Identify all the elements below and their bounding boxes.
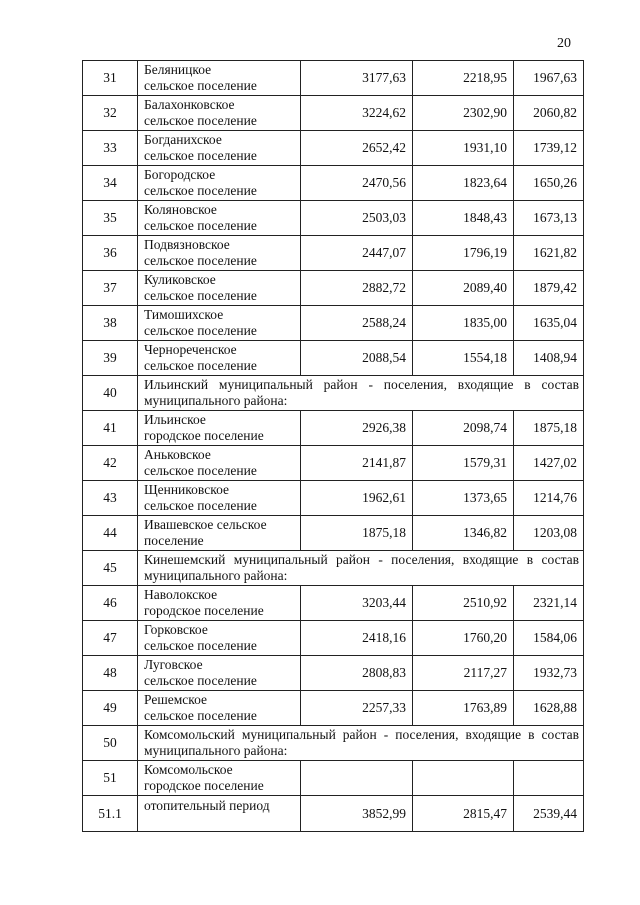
value-col-3: 1650,26 <box>514 166 584 201</box>
row-number: 34 <box>83 166 138 201</box>
settlement-name: Богородское сельское поселение <box>138 166 301 201</box>
row-number: 43 <box>83 481 138 516</box>
value-col-2: 1346,82 <box>413 516 514 551</box>
row-number: 38 <box>83 306 138 341</box>
value-col-2: 1763,89 <box>413 691 514 726</box>
value-col-1: 3177,63 <box>301 61 413 96</box>
value-col-1: 2257,33 <box>301 691 413 726</box>
settlement-name: Коляновское сельское поселение <box>138 201 301 236</box>
value-col-2: 1931,10 <box>413 131 514 166</box>
section-row <box>83 726 584 761</box>
settlement-name: Аньковское сельское поселение <box>138 446 301 481</box>
value-col-2: 1554,18 <box>413 341 514 376</box>
value-col-2: 2089,40 <box>413 271 514 306</box>
row-number: 32 <box>83 96 138 131</box>
settlement-name: Щенниковское сельское поселение <box>138 481 301 516</box>
settlement-name: Подвязновское сельское поселение <box>138 236 301 271</box>
value-col-3: 1408,94 <box>514 341 584 376</box>
value-col-1: 2808,83 <box>301 656 413 691</box>
row-number: 47 <box>83 621 138 656</box>
table-row <box>83 201 584 236</box>
value-col-1: 3224,62 <box>301 96 413 131</box>
value-col-1: 2588,24 <box>301 306 413 341</box>
table-row <box>83 341 584 376</box>
table-row <box>83 796 584 832</box>
value-col-3: 2060,82 <box>514 96 584 131</box>
value-col-2: 2815,47 <box>413 796 514 832</box>
value-col-2 <box>413 761 514 796</box>
table-row <box>83 761 584 796</box>
row-number: 41 <box>83 411 138 446</box>
table-row <box>83 516 584 551</box>
value-col-1: 2652,42 <box>301 131 413 166</box>
value-col-2: 2098,74 <box>413 411 514 446</box>
settlement-name: Балахонковское сельское поселение <box>138 96 301 131</box>
table-row <box>83 621 584 656</box>
value-col-2: 1848,43 <box>413 201 514 236</box>
section-title: Ильинский муниципальный район - поселения, входящие в состав муниципального района: <box>138 376 584 411</box>
row-number: 33 <box>83 131 138 166</box>
table-row <box>83 586 584 621</box>
settlement-name: Решемское сельское поселение <box>138 691 301 726</box>
value-col-3: 1875,18 <box>514 411 584 446</box>
settlement-name: Комсомольское городское поселение <box>138 761 301 796</box>
value-col-1: 2503,03 <box>301 201 413 236</box>
table-row <box>83 411 584 446</box>
table-row <box>83 656 584 691</box>
settlement-name: Беляницкое сельское поселение <box>138 61 301 96</box>
value-col-3: 1932,73 <box>514 656 584 691</box>
value-col-2: 1579,31 <box>413 446 514 481</box>
row-number: 40 <box>83 376 138 411</box>
settlement-name: Горковское сельское поселение <box>138 621 301 656</box>
row-number: 46 <box>83 586 138 621</box>
value-col-2: 1823,64 <box>413 166 514 201</box>
row-number: 44 <box>83 516 138 551</box>
section-title: Кинешемский муниципальный район - поселения, входящие в состав муниципального района: <box>138 551 584 586</box>
table-row <box>83 236 584 271</box>
value-col-1: 2926,38 <box>301 411 413 446</box>
table-row <box>83 446 584 481</box>
value-col-3: 1584,06 <box>514 621 584 656</box>
row-number: 49 <box>83 691 138 726</box>
section-title: Комсомольский муниципальный район - поселения, входящие в состав муниципального района: <box>138 726 584 761</box>
value-col-3: 1967,63 <box>514 61 584 96</box>
value-col-2: 2302,90 <box>413 96 514 131</box>
value-col-1 <box>301 761 413 796</box>
page-number: 20 <box>557 36 571 51</box>
row-number: 45 <box>83 551 138 586</box>
value-col-2: 2510,92 <box>413 586 514 621</box>
table-row <box>83 481 584 516</box>
value-col-3: 1203,08 <box>514 516 584 551</box>
settlement-name: Луговское сельское поселение <box>138 656 301 691</box>
value-col-2: 1835,00 <box>413 306 514 341</box>
value-col-1: 1962,61 <box>301 481 413 516</box>
value-col-3: 1628,88 <box>514 691 584 726</box>
row-number: 37 <box>83 271 138 306</box>
value-col-1: 2088,54 <box>301 341 413 376</box>
row-number: 48 <box>83 656 138 691</box>
value-col-1: 1875,18 <box>301 516 413 551</box>
value-col-1: 3852,99 <box>301 796 413 832</box>
table-row <box>83 96 584 131</box>
value-col-1: 2882,72 <box>301 271 413 306</box>
value-col-1: 2447,07 <box>301 236 413 271</box>
value-col-3: 1673,13 <box>514 201 584 236</box>
section-row <box>83 376 584 411</box>
value-col-3: 1879,42 <box>514 271 584 306</box>
row-number: 42 <box>83 446 138 481</box>
section-row <box>83 551 584 586</box>
table-row <box>83 306 584 341</box>
value-col-2: 2117,27 <box>413 656 514 691</box>
value-col-3: 1739,12 <box>514 131 584 166</box>
value-col-3: 1621,82 <box>514 236 584 271</box>
value-col-3: 1214,76 <box>514 481 584 516</box>
row-number: 35 <box>83 201 138 236</box>
table-row <box>83 691 584 726</box>
row-number: 50 <box>83 726 138 761</box>
settlement-name: Наволокское городское поселение <box>138 586 301 621</box>
value-col-2: 1796,19 <box>413 236 514 271</box>
value-col-2: 1373,65 <box>413 481 514 516</box>
value-col-1: 2470,56 <box>301 166 413 201</box>
table-body <box>83 61 584 832</box>
value-col-1: 2141,87 <box>301 446 413 481</box>
row-number: 39 <box>83 341 138 376</box>
settlement-name: Ивашевское сельское поселение <box>138 516 301 551</box>
settlement-name: Богданихское сельское поселение <box>138 131 301 166</box>
settlement-name: Куликовское сельское поселение <box>138 271 301 306</box>
row-number: 36 <box>83 236 138 271</box>
settlement-name: отопительный период <box>138 796 301 832</box>
value-col-2: 1760,20 <box>413 621 514 656</box>
value-col-3: 1427,02 <box>514 446 584 481</box>
settlement-name: Чернореченское сельское поселение <box>138 341 301 376</box>
value-col-3 <box>514 761 584 796</box>
row-number: 31 <box>83 61 138 96</box>
settlement-name: Тимошихское сельское поселение <box>138 306 301 341</box>
value-col-3: 2321,14 <box>514 586 584 621</box>
value-col-1: 3203,44 <box>301 586 413 621</box>
table-row <box>83 131 584 166</box>
settlement-name: Ильинское городское поселение <box>138 411 301 446</box>
row-number: 51 <box>83 761 138 796</box>
table-row <box>83 271 584 306</box>
table-row <box>83 61 584 96</box>
tariff-table <box>82 60 584 832</box>
value-col-2: 2218,95 <box>413 61 514 96</box>
value-col-1: 2418,16 <box>301 621 413 656</box>
value-col-3: 1635,04 <box>514 306 584 341</box>
row-number: 51.1 <box>83 796 138 832</box>
value-col-3: 2539,44 <box>514 796 584 832</box>
table-row <box>83 166 584 201</box>
